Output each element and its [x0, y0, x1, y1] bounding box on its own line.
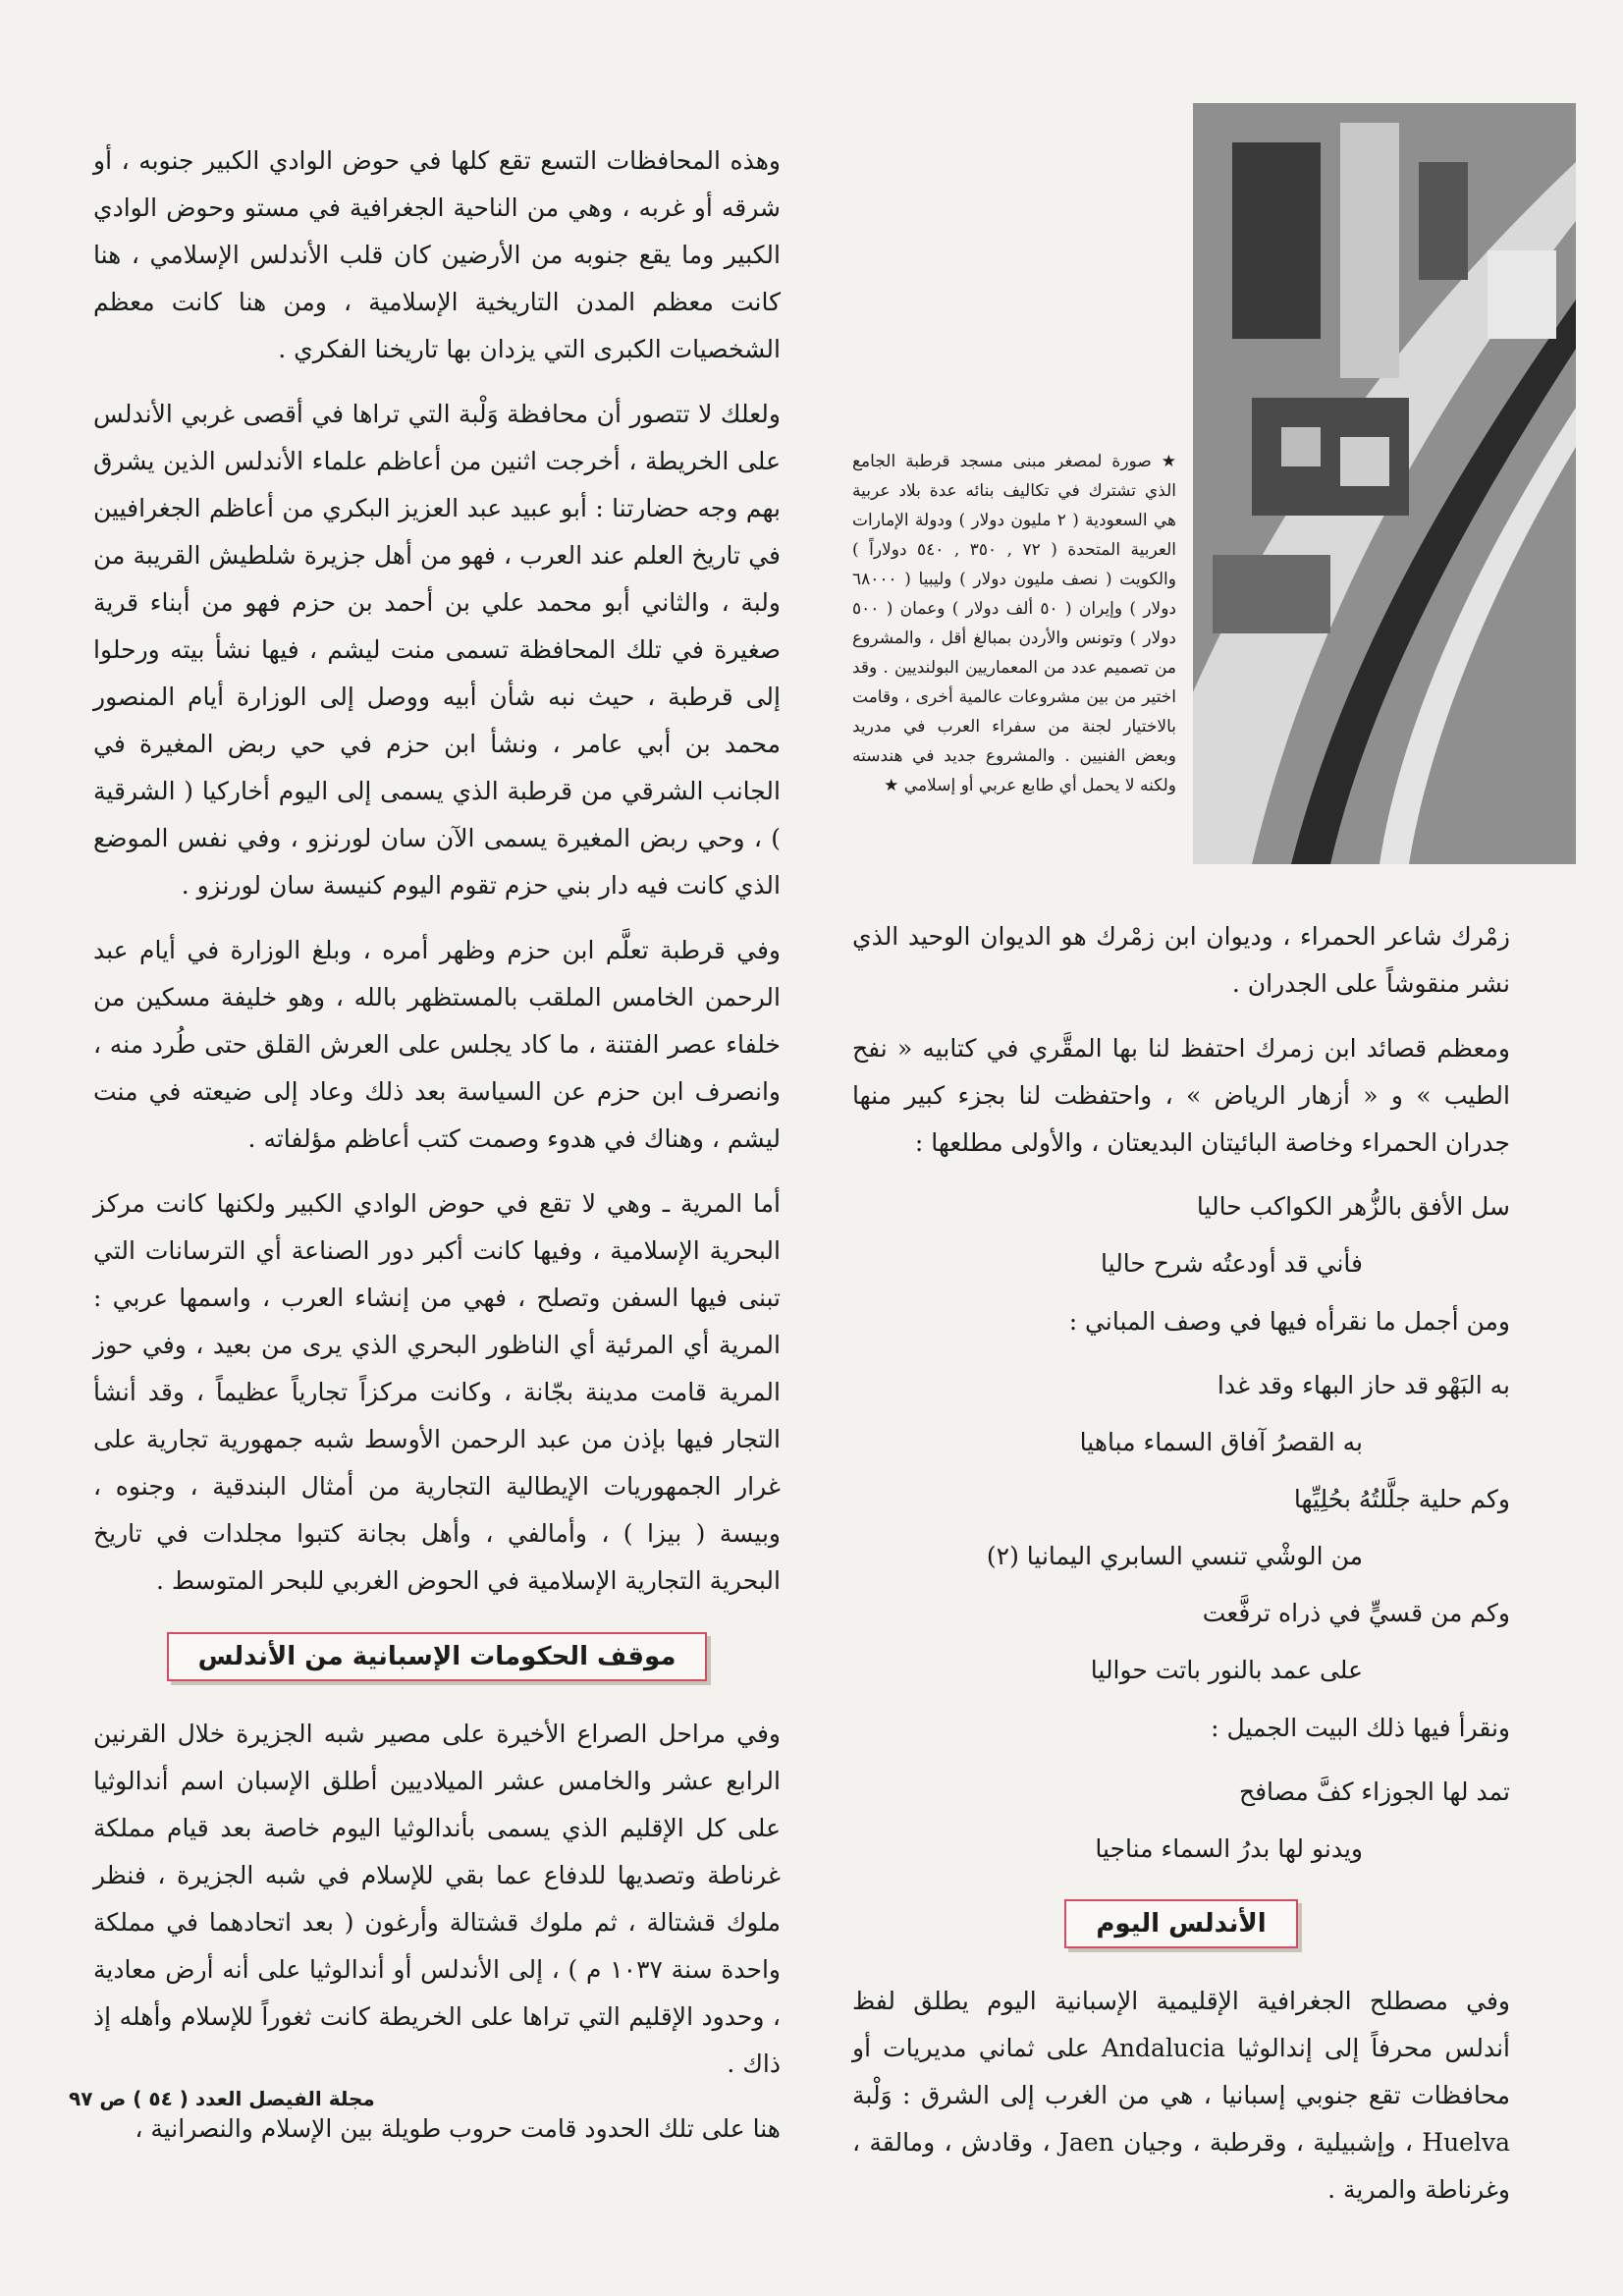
paragraph: زمْرك شاعر الحمراء ، وديوان ابن زمْرك هو الديوان الوحيد الذي نشر منقوشاً على الجدران .	[852, 922, 1510, 998]
verse-line: من الوشْي تنسي السابري اليمانيا (٢)	[986, 1542, 1363, 1570]
paragraph: هنا على تلك الحدود قامت حروب طويلة بين الإسلام والنصرانية ،	[135, 2114, 781, 2143]
paragraph: ومن أجمل ما نقرأه فيها في وصف المباني :	[1068, 1307, 1510, 1336]
paragraph: ولعلك لا تتصور أن محافظة وَلْبة التي تراها في أقصى غربي الأندلس على الخريطة ، أخرجت اثنين من أعاظم علماء الأندلس الذين يشرق بهم وجه حضارتنا : أبو عبيد عبد العزيز البكري من أعاظم الجغرافيين في تاريخ العلم عند العرب ، فهو من أهل جزيرة شلطيش القريبة من ولبة ، والثاني أبو محمد علي بن أحمد بن حزم فهو من أبناء قرية صغيرة في تلك المحافظة تسمى منت ليشم ، فيها نشأ بيته ورحلوا إلى قرطبة ، حيث نبه شأن أبيه ووصل إلى الوزارة أيام المنصور محمد بن أبي عامر ، ونشأ ابن حزم في حي ربض المغيرة في الجانب الشرقي من قرطبة الذي يسمى إلى اليوم أخاركيا ( الشرقية ) ، وحي ربض المغيرة يسمى الآن سان لورنزو ، وفي نفس الموضع الذي كانت فيه دار بني حزم تقوم اليوم كنيسة سان لورنزو .	[93, 400, 781, 900]
paragraph: وهذه المحافظات التسع تقع كلها في حوض الوادي الكبير جنوبه ، أو شرقه أو غربه ، وهي من الناحية الجغرافية في مستو وحوض الوادي الكبير وما يقع جنوبه من الأرضين كان قلب الأندلس الإسلامي ، هنا كانت معظم المدن التاريخية الإسلامية ، ومن هنا كانت معظم الشخصيات الكبرى التي يزدان بها تاريخنا الفكري .	[93, 146, 781, 363]
verse-line: وكم من قسيٍّ في ذراه ترفَّعت	[1202, 1599, 1510, 1627]
verse-line: به البَهْو قد حاز البهاء وقد غدا	[1217, 1371, 1510, 1399]
section-heading: الأندلس اليوم	[1064, 1899, 1297, 1948]
right-column	[852, 913, 1510, 2231]
verse-line: فأني قد أودعتُه شرح حاليا	[1101, 1249, 1363, 1278]
mosque-model-illustration	[1193, 103, 1576, 864]
verse-line: سل الأفق بالزُّهر الكواكب حاليا	[1196, 1192, 1510, 1221]
paragraph: ومعظم قصائد ابن زمرك احتفظ لنا بها المقَّري في كتابيه « نفح الطيب » و « أزهار الرياض » ، واحتفظت لنا بجزء كبير منها جدران الحمراء وخاصة البائيتان البديعتان ، والأولى مطلعها :	[852, 1034, 1510, 1157]
verse-line: تمد لها الجوزاء كفَّ مصافح	[1238, 1777, 1510, 1806]
mosque-model-photo	[1193, 103, 1576, 864]
paragraph: ونقرأ فيها ذلك البيت الجميل :	[1211, 1714, 1510, 1742]
paragraph: وفي مراحل الصراع الأخيرة على مصير شبه الجزيرة خلال القرنين الرابع عشر والخامس عشر الميلاديين أطلق الإسبان اسم أندالوثيا على كل الإقليم الذي يسمى بأندالوثيا اليوم خاصة بعد قيام مملكة غرناطة وتصديها للدفاع عما بقي للإسلام في شبه الجزيرة ، فنظر ملوك قشتالة ، ثم ملوك قشتالة وأرغون ( بعد اتحادهما في مملكة واحدة سنة ١٠٣٧ م ) ، إلى الأندلس أو أندالوثيا على أنه أرض معادية ، وحدود الإقليم التي تراها على الخريطة كانت ثغوراً للإسلام وأهله إذ ذاك .	[93, 1720, 781, 2078]
verse-line: ويدنو لها بدرُ السماء مناجيا	[1095, 1834, 1363, 1863]
left-column	[93, 137, 781, 2170]
paragraph: وفي قرطبة تعلَّم ابن حزم وظهر أمره ، وبلغ الوزارة في أيام عبد الرحمن الخامس الملقب بالمستظهر بالله ، وهو خليفة مسكين من خلفاء عصر الفتنة ، ما كاد يجلس على العرش القلق حتى طُرد منه ، وانصرف ابن حزم عن السياسة بعد ذلك وعاد إلى ضيعته في منت ليشم ، وهناك في هدوء وصمت كتب أعاظم مؤلفاته .	[93, 936, 781, 1153]
section-heading: موقف الحكومات الإسبانية من الأندلس	[167, 1632, 708, 1681]
paragraph: أما المرية ـ وهي لا تقع في حوض الوادي الكبير ولكنها كانت مركز البحرية الإسلامية ، وفيها كانت أكبر دور الصناعة أي الترسانات التي تبنى فيها السفن وتصلح ، فهي من إنشاء العرب ، واسمها عربي : المرية أي المرئية أي الناظور البحري الذي يرى من بعيد ، وفي حوز المرية قامت مدينة بجّانة ، وكانت مركزاً تجارياً عظيماً ، وقد أنشأ التجار فيها بإذن من عبد الرحمن الأوسط شبه جمهورية تجارية على غرار الجمهوريات الإيطالية التجارية من أمثال البندقية ، وجنوه ، وبيسة ( بيزا ) ، وأمالفي ، وأهل بجانة كتبوا مجلدات في تاريخ البحرية التجارية الإسلامية في الحوض الغربي للبحر المتوسط .	[93, 1189, 781, 1595]
photo-caption: ★ صورة لمصغر مبنى مسجد قرطبة الجامع الذي تشترك في تكاليف بنائه عدة بلاد عربية هي السعودية ( ٢ مليون دولار ) ودولة الإمارات العربية المتحدة ( ٧٢ , ٣٥٠ , ٥٤٠ دولاراً ) والكويت ( نصف مليون دولار ) وليبيا ( ٦٨٠٠٠ دولار ) وإيران ( ٥٠ ألف دولار ) وعمان ( ٥٠٠ دولار ) وتونس والأردن بمبالغ أقل ، والمشروع من تصميم عدد من المعماريين البولنديين . وقد اختير من بين مشروعات عالمية أخرى ، وقامت بالاختيار لجنة من سفراء العرب في مدريد وبعض الفنيين . والمشروع جديد في هندسته ولكنه لا يحمل أي طابع عربي أو إسلامي ★	[852, 452, 1177, 795]
verse-line: وكم حلية جلَّلتُهُ بحُلِيِّها	[1293, 1485, 1510, 1513]
page-footer: مجلة الفيصل العدد ( ٥٤ ) ص ٩٧	[69, 2087, 375, 2110]
paragraph: وفي مصطلح الجغرافية الإقليمية الإسبانية اليوم يطلق لفظ أندلس محرفاً إلى إندالوثيا Andalucia على ثماني مديريات أو محافظات تقع جنوبي إسبانيا ، هي من الغرب إلى الشرق : وَلْبة Huelva ، وإشبيلية ، وقرطبة ، وجيان Jaen ، وقادش ، ومالقة ، وغرناطة والمرية .	[852, 1987, 1511, 2204]
verse-line: به القصرُ آفاق السماء مباهيا	[1079, 1428, 1363, 1456]
verse-line: على عمد بالنور باتت حواليا	[1090, 1656, 1363, 1684]
